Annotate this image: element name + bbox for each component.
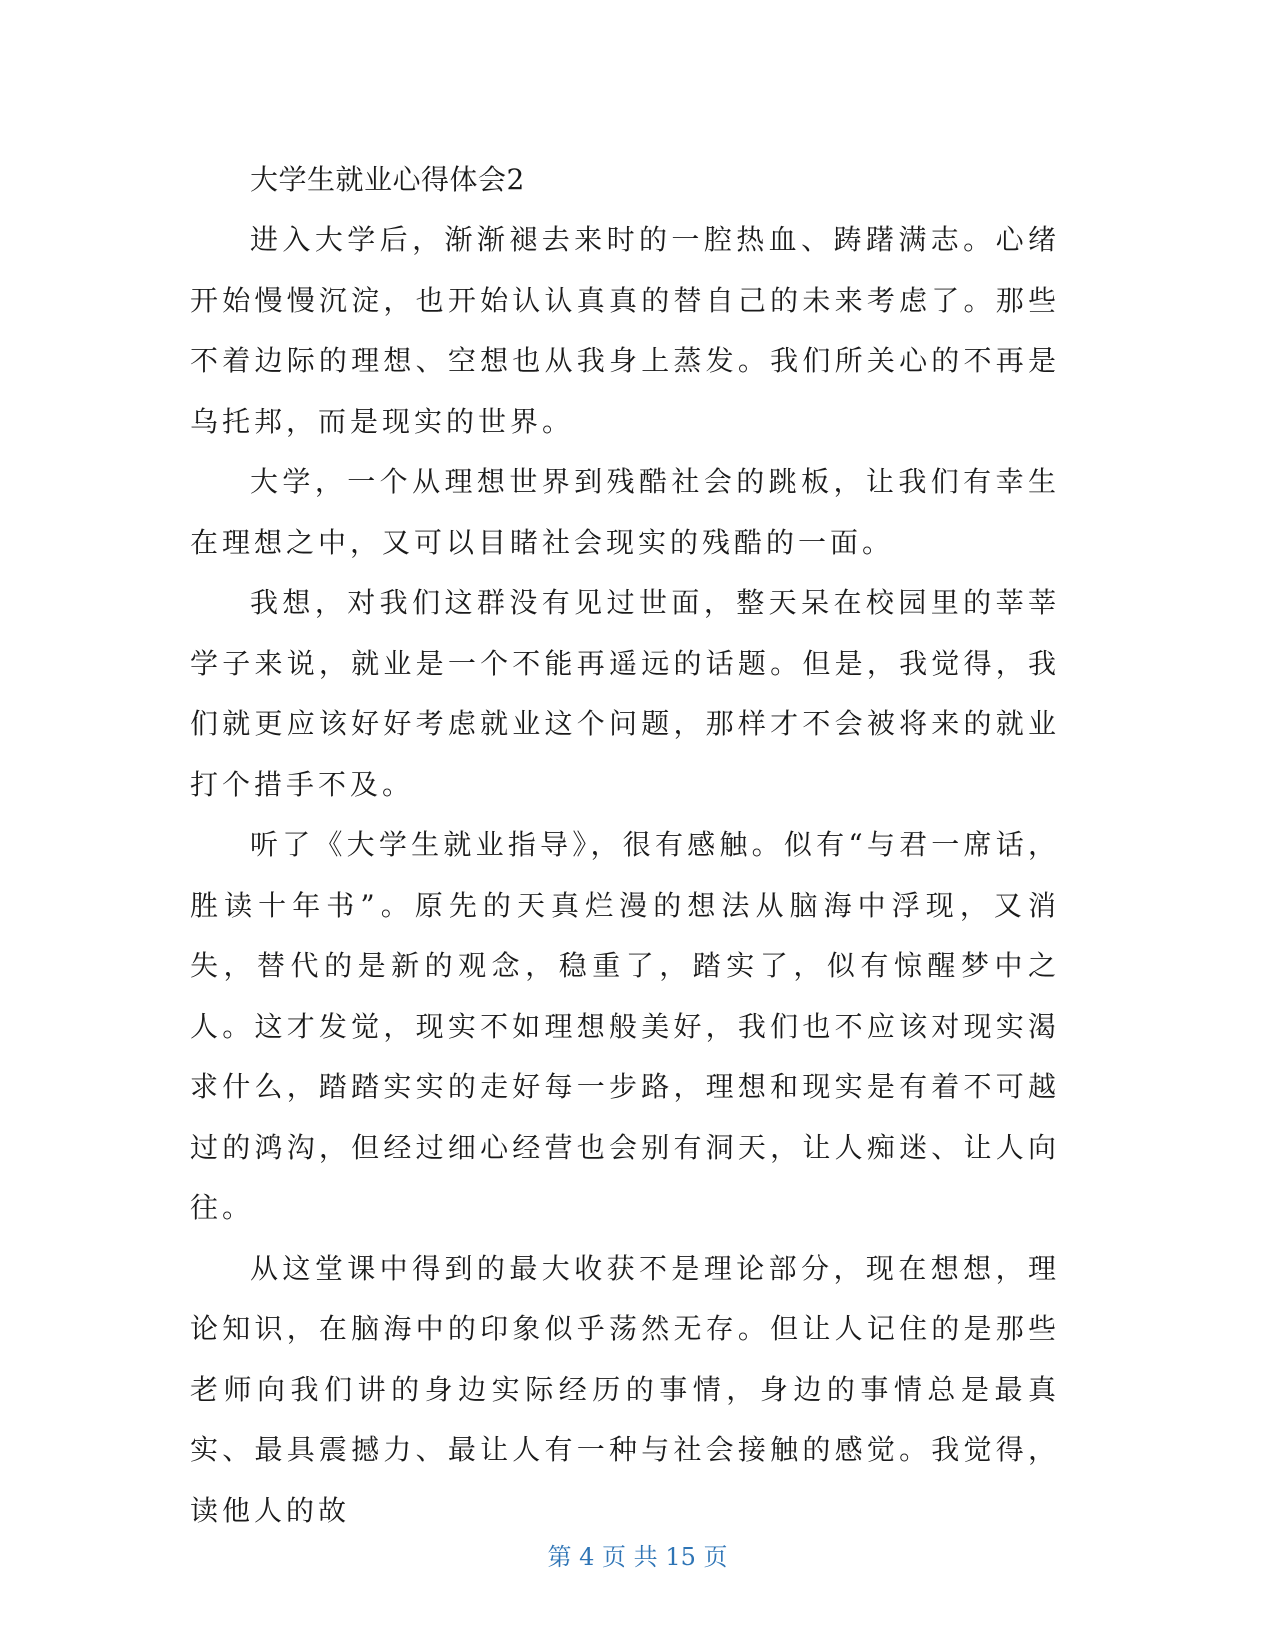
page-footer xyxy=(0,1537,1275,1577)
paragraph-3: 我想，对我们这群没有见过世面，整天呆在校园里的莘莘学子来说，就业是一个不能再遥远的话题。但是，我觉得，我们就更应该好好考虑就业这个问题，那样才不会被将来的就业打个措手不及。 xyxy=(190,586,1060,801)
footer-middle: 页 共 xyxy=(602,1543,658,1571)
paragraph-1: 进入大学后，渐渐褪去来时的一腔热血、踌躇满志。心绪开始慢慢沉淀，也开始认认真真的替自己的未来考虑了。那些不着边际的理想、空想也从我身上蒸发。我们所关心的不再是乌托邦，而是现实的世界。 xyxy=(190,223,1060,438)
paragraph-2: 大学，一个从理想世界到残酷社会的跳板，让我们有幸生在理想之中，又可以目睹社会现实的残酷的一面。 xyxy=(190,465,1060,559)
total-pages-number: 15 xyxy=(665,1543,696,1571)
document-body xyxy=(190,150,1060,1541)
footer-prefix: 第 xyxy=(547,1543,572,1571)
paragraph-4: 听了《大学生就业指导》，很有感触。似有“与君一席话，胜读十年书”。原先的天真烂漫的想法从脑海中浮现，又消失，替代的是新的观念，稳重了，踏实了，似有惊醒梦中之人。这才发觉，现实不如理想般美好，我们也不应该对现实渴求什么，踏踏实实的走好每一步路，理想和现实是有着不可越过的鸿沟，但经过细心经营也会别有洞天，让人痴迷、让人向往。 xyxy=(190,828,1060,1224)
footer-suffix: 页 xyxy=(703,1543,728,1571)
document-title: 大学生就业心得体会2 xyxy=(250,163,525,196)
paragraph-5: 从这堂课中得到的最大收获不是理论部分，现在想想，理论知识，在脑海中的印象似乎荡然无存。但让人记住的是那些老师向我们讲的身边实际经历的事情，身边的事情总是最真实、最具震撼力、最让人有一种与社会接触的感觉。我觉得，读他人的故 xyxy=(190,1251,1060,1527)
current-page-number: 4 xyxy=(579,1543,595,1571)
